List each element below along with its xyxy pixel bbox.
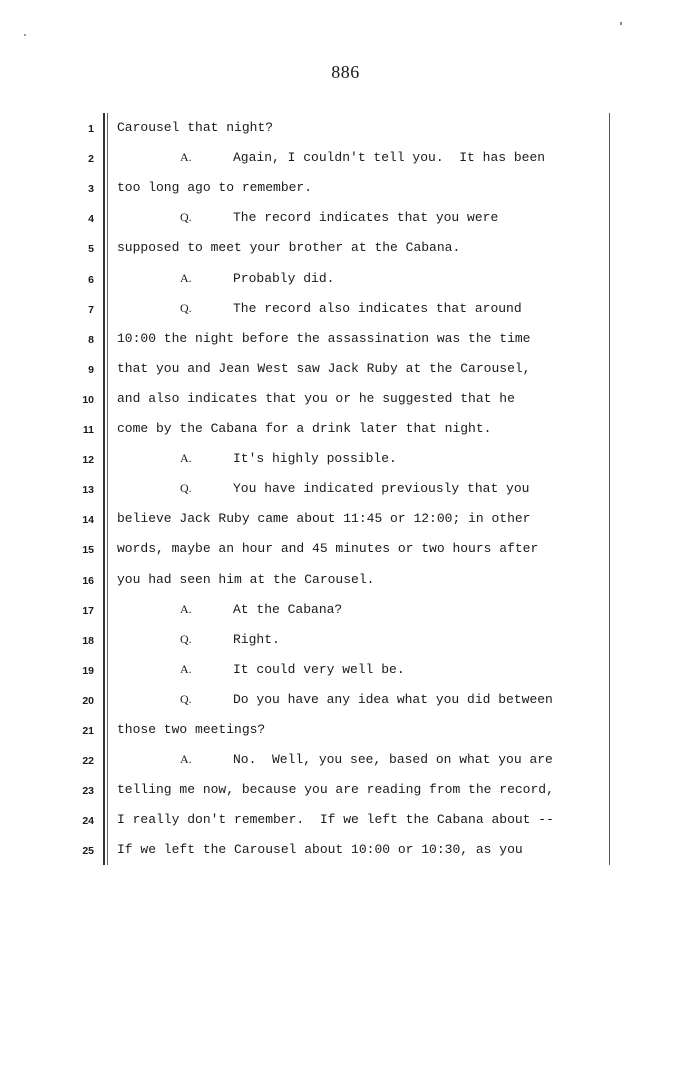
line-number: 16 — [82, 574, 94, 587]
speaker-label: A. — [180, 601, 192, 616]
speaker-label: Q. — [180, 691, 192, 706]
transcript-line — [0, 777, 691, 807]
speaker-label: A. — [180, 752, 192, 767]
line-number: 11 — [82, 424, 94, 436]
speaker-label: Q. — [180, 300, 192, 315]
transcript-line — [0, 356, 691, 386]
transcript-line — [0, 747, 691, 777]
line-text: Right. — [233, 631, 280, 647]
transcript-line — [0, 837, 691, 867]
transcript-line — [0, 416, 691, 446]
transcript-line — [0, 205, 691, 235]
line-text: You have indicated previously that you — [233, 481, 530, 497]
transcript-line — [0, 536, 691, 566]
line-number: 24 — [82, 815, 94, 828]
line-number: 9 — [88, 363, 94, 376]
line-number: 4 — [88, 213, 94, 226]
transcript-line — [0, 235, 691, 265]
line-text: that you and Jean West saw Jack Ruby at the Carousel, — [117, 360, 531, 376]
line-number: 7 — [88, 303, 94, 316]
page-number: 886 — [331, 62, 360, 82]
line-text: and also indicates that you or he suggested that he — [117, 390, 515, 406]
line-number: 14 — [82, 514, 94, 527]
transcript-line — [0, 446, 691, 476]
transcript-line — [0, 115, 691, 145]
line-text: I really don't remember. If we left the Cabana about -- — [117, 812, 554, 828]
line-number: 5 — [88, 243, 94, 256]
line-number: 15 — [82, 544, 94, 557]
line-text: It's highly possible. — [233, 451, 397, 467]
line-text: supposed to meet your brother at the Cabana. — [117, 240, 461, 256]
line-text: If we left the Carousel about 10:00 or 10:30, as you — [117, 842, 523, 858]
transcript-line — [0, 296, 691, 326]
line-number: 2 — [88, 153, 94, 166]
line-text: too long ago to remember. — [117, 180, 313, 196]
line-number: 23 — [82, 785, 94, 798]
line-number: 6 — [88, 273, 94, 286]
speaker-label: Q. — [180, 210, 192, 225]
transcript-line — [0, 627, 691, 657]
line-text: come by the Cabana for a drink later that night. — [117, 421, 492, 436]
scan-speck — [620, 22, 622, 25]
line-number: 25 — [82, 845, 94, 858]
transcript-line — [0, 657, 691, 687]
line-number: 10 — [82, 393, 94, 406]
scan-speck — [24, 34, 26, 36]
transcript-line — [0, 326, 691, 356]
line-text: Again, I couldn't tell you. It has been — [233, 150, 546, 166]
line-text: those two meetings? — [117, 722, 266, 737]
line-number: 19 — [82, 664, 94, 677]
line-text: Probably did. — [233, 270, 335, 286]
transcript-line — [0, 567, 691, 597]
transcript-line — [0, 386, 691, 416]
line-number: 13 — [82, 484, 94, 497]
transcript-line — [0, 597, 691, 627]
line-text: No. Well, you see, based on what you are — [233, 752, 553, 768]
line-text: The record indicates that you were — [233, 210, 499, 226]
line-number: 22 — [82, 755, 94, 768]
line-number: 3 — [88, 183, 94, 196]
transcript-line — [0, 807, 691, 837]
line-number: 21 — [82, 725, 94, 737]
line-text: words, maybe an hour and 45 minutes or two hours after — [117, 541, 539, 557]
line-number: 8 — [88, 333, 94, 346]
transcript-line — [0, 145, 691, 175]
line-text: It could very well be. — [233, 661, 405, 677]
transcript-line — [0, 266, 691, 296]
line-text: Carousel that night? — [117, 120, 274, 135]
line-text: telling me now, because you are reading from the record, — [117, 782, 554, 798]
line-text: believe Jack Ruby came about 11:45 or 12:00; in other — [117, 511, 531, 527]
transcript-line — [0, 476, 691, 506]
line-number: 17 — [82, 604, 94, 617]
line-number: 20 — [82, 694, 94, 707]
line-text: Do you have any idea what you did between — [233, 691, 553, 707]
speaker-label: A. — [180, 451, 192, 466]
line-text: you had seen him at the Carousel. — [117, 571, 375, 587]
line-text: The record also indicates that around — [233, 300, 522, 316]
transcript-line — [0, 175, 691, 205]
speaker-label: A. — [180, 150, 192, 165]
speaker-label: A. — [180, 270, 192, 285]
line-number: 18 — [82, 634, 94, 647]
line-number: 12 — [82, 454, 94, 467]
line-text: 10:00 the night before the assassination was the time — [117, 330, 531, 346]
speaker-label: A. — [180, 661, 192, 676]
line-text: At the Cabana? — [233, 601, 343, 617]
transcript-line — [0, 717, 691, 747]
line-number: 1 — [88, 123, 94, 135]
speaker-label: Q. — [180, 481, 192, 496]
speaker-label: Q. — [180, 631, 192, 646]
transcript-line — [0, 687, 691, 717]
transcript-line — [0, 506, 691, 536]
